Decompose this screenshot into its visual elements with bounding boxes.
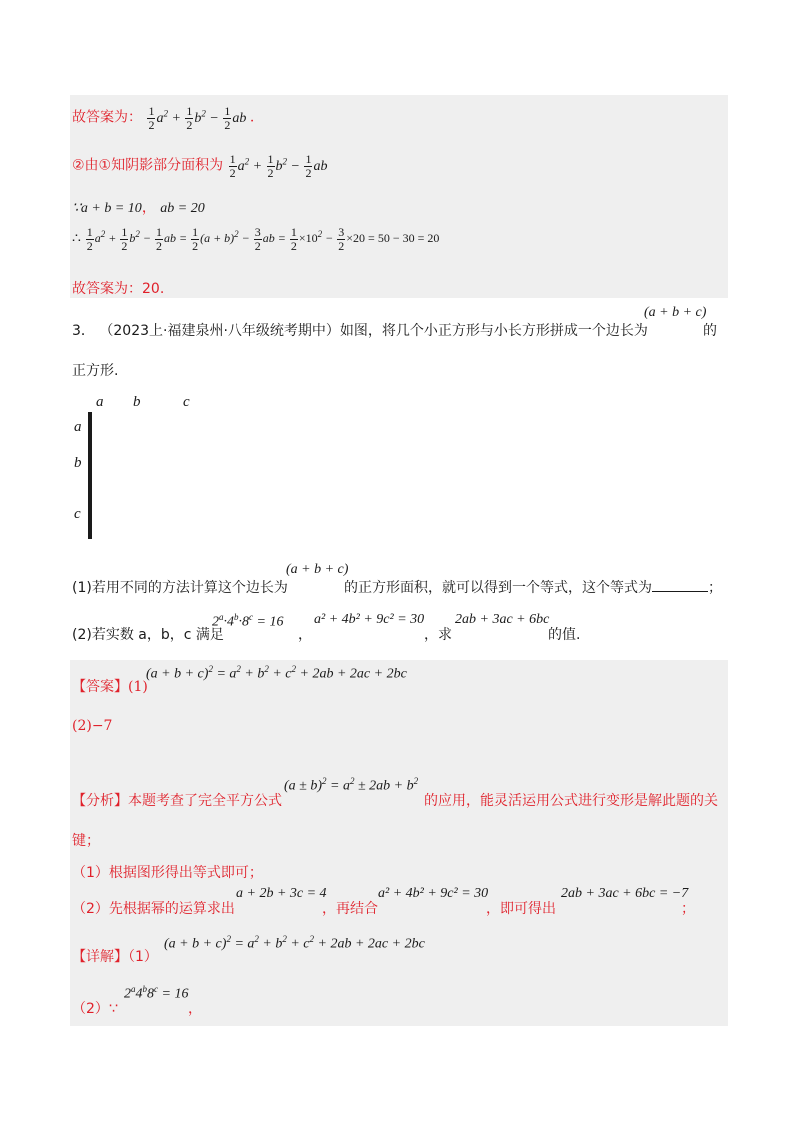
analysis-line-2: 键； [72,833,100,849]
square-grid [88,412,92,539]
detail-formula-2: $2^a4^b8^c = 16$ [124,984,189,1002]
answer-formula-1: $(a + b + c)^2 = a^2 + b^2 + c^2 + 2ab + 2ac + 2bc$ [146,664,407,682]
formula-area-expression: $\frac{1}{2}$ $a^2$ + $\frac{1}{2}$ $b^2$ − $\frac{1}{2}$ ab [148,104,250,132]
q2-target: 2ab + 3ac + 6bc [455,612,550,627]
answer-line-2: (2)−7 [72,718,113,734]
answer-panel [70,660,728,1026]
detail-formula-1: $(a + b + c)^2 = a^2 + b^2 + c^2 + 2ab + 2ac + 2bc$ [164,934,425,952]
formula-therefore: $\frac{1}{2}$ $a^2$ + $\frac{1}{2}$ $b^2$ − $\frac{1}{2}$ ab = $\frac{1}{2}$ $(a + b)^2$ − $\frac{3}{2}$ ab = $\frac{1}{2}$ $\times 10^2$ − $\frac{3}{2}$ ×20 = 50 − 30 = 20 [86,225,440,253]
detail-line-2: （2）∵ [72,1001,118,1017]
row-label-b: b [74,455,82,471]
detail-line-2-end: ， [188,1001,202,1017]
prev-therefore-line: ∴ $\frac{1}{2}$ $a^2$ + $\frac{1}{2}$ $b^2$ − $\frac{1}{2}$ ab = $\frac{1}{2}$ $(a + b)^2$ − $\frac{3}{2}$ ab = $\frac{1}{2}$ $\times 10^2$ − $\frac{3}{2}$ ×20 = 50 − 30 = 20 [72,225,440,253]
answer-line-1: 【答案】(1) [72,679,148,695]
analysis-step-1: （1）根据图形得出等式即可； [72,865,263,881]
step2-c: ，即可得出 [486,901,556,917]
row-label-a: a [74,419,82,435]
prev-given-line: ∵a + b = 10， ab = 20 [72,200,205,216]
question-1-cont: 的正方形面积，就可以得到一个等式，这个等式为 ； [344,580,722,596]
problem-line-1-end: 的 [703,323,717,339]
step2-eq3: 2ab + 3ac + 6bc = −7 [561,886,689,901]
formula-shaded-area: $\frac{1}{2}$ $a^2$ + $\frac{1}{2}$ $b^2$ − $\frac{1}{2}$ ab [229,152,328,180]
q2-end: 的值. [548,627,581,643]
prev-answer2-line: 故答案为：20. [72,281,165,297]
col-label-a: a [96,394,104,410]
prev-answer1-line: 故答案为： $\frac{1}{2}$ $a^2$ + $\frac{1}{2}$ $b^2$ − $\frac{1}{2}$ ab . [72,104,255,132]
problem-line-2: 正方形. [72,363,119,379]
prev-part2-line: ②由①知阴影部分面积为 $\frac{1}{2}$ $a^2$ + $\frac{1}{2}$ $b^2$ − $\frac{1}{2}$ ab [72,152,328,180]
col-label-c: c [183,394,190,410]
analysis-line-1: 【分析】本题考查了完全平方公式 [72,793,282,809]
detail-line-1: 【详解】（1） [72,949,158,965]
q2-sep2: ，求 [424,627,452,643]
analysis-step-2: （2）先根据幂的运算求出 [72,901,235,917]
col-label-b: b [133,394,141,410]
q2-eq2: a² + 4b² + 9c² = 30 [314,612,425,627]
q1-side-expr: (a + b + c) [286,562,349,577]
question-2: (2)若实数 a，b，c 满足 [72,627,224,643]
q2-eq1: $2^a\cdot 4^b\cdot 8^c = 16$ [212,612,284,630]
step2-eq1: a + 2b + 3c = 4 [236,886,327,901]
q2-sep1: ， [298,627,312,643]
step2-d: ； [681,901,695,917]
answer-blank[interactable] [652,579,708,592]
step2-eq2: a² + 4b² + 9c² = 30 [378,886,489,901]
analysis-line-1-cont: 的应用，能灵活运用公式进行变形是解此题的关 [424,793,718,809]
question-1: (1)若用不同的方法计算这个边长为 [72,580,288,596]
analysis-formula: $(a \pm b)^2 = a^2 \pm 2ab + b^2$ [284,776,419,794]
problem-line-1: 3． （2023上·福建泉州·八年级统考期中）如图，将几个小正方形与小长方形拼成一个边长为 [72,323,648,339]
row-label-c: c [74,506,81,522]
step2-b: ，再结合 [322,901,378,917]
problem-side-expr: (a + b + c) [644,305,707,320]
